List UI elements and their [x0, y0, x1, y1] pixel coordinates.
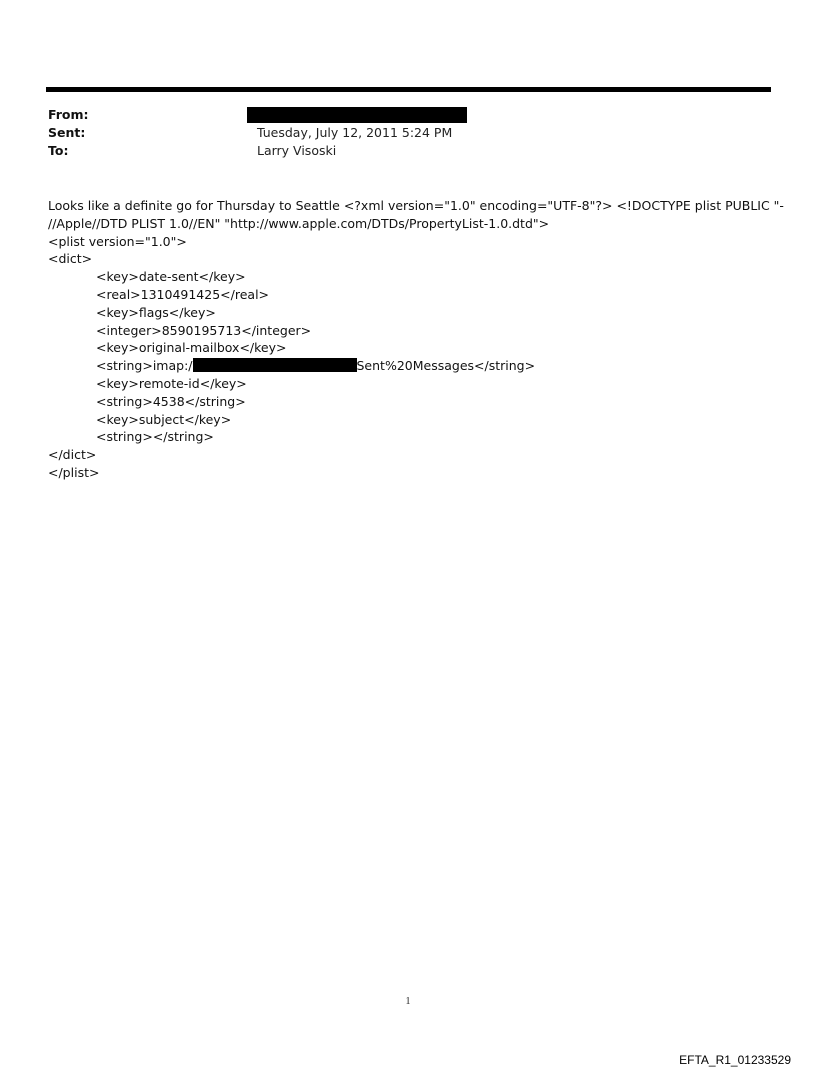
sent-row	[48, 124, 768, 142]
body-line: <real>1310491425</real>	[96, 286, 270, 302]
redaction-box	[193, 358, 357, 372]
body-line: <key>date-sent</key>	[96, 269, 246, 285]
page-number: 1	[405, 996, 411, 1007]
body-line: <string></string>	[96, 429, 214, 445]
body-line: </plist>	[48, 464, 100, 480]
body-line-prefix: <string>imap:/	[96, 358, 193, 374]
email-body	[48, 197, 784, 482]
body-line: <plist version="1.0">	[48, 233, 187, 249]
body-line-suffix: Sent%20Messages</string>	[356, 358, 536, 374]
from-label: From:	[48, 107, 89, 122]
body-line: <key>remote-id</key>	[96, 375, 247, 391]
bates-number: EFTA_R1_01233529	[679, 1053, 791, 1067]
body-line: <key>original-mailbox</key>	[96, 340, 287, 356]
to-row	[48, 142, 768, 160]
body-line: Looks like a definite go for Thursday to Seattle <?xml version="1.0" encoding="UTF-8"?> <!DOCTYPE plist PUBLIC "-	[48, 198, 784, 213]
body-line-redacted	[48, 357, 760, 375]
body-line: <integer>8590195713</integer>	[96, 322, 312, 338]
top-rule	[46, 87, 771, 92]
sent-value: Tuesday, July 12, 2011 5:24 PM	[257, 125, 453, 140]
body-line: <string>4538</string>	[96, 393, 246, 409]
body-line: //Apple//DTD PLIST 1.0//EN" "http://www.apple.com/DTDs/PropertyList-1.0.dtd">	[48, 215, 550, 231]
body-line: <dict>	[48, 251, 93, 267]
to-label: To:	[48, 143, 69, 158]
body-line: </dict>	[48, 447, 97, 463]
email-header	[48, 106, 768, 160]
body-line: <key>flags</key>	[96, 304, 216, 320]
sent-label: Sent:	[48, 125, 86, 140]
redaction-box	[247, 107, 467, 123]
body-line: <key>subject</key>	[96, 411, 232, 427]
from-row	[48, 106, 768, 124]
to-value: Larry Visoski	[257, 143, 337, 158]
